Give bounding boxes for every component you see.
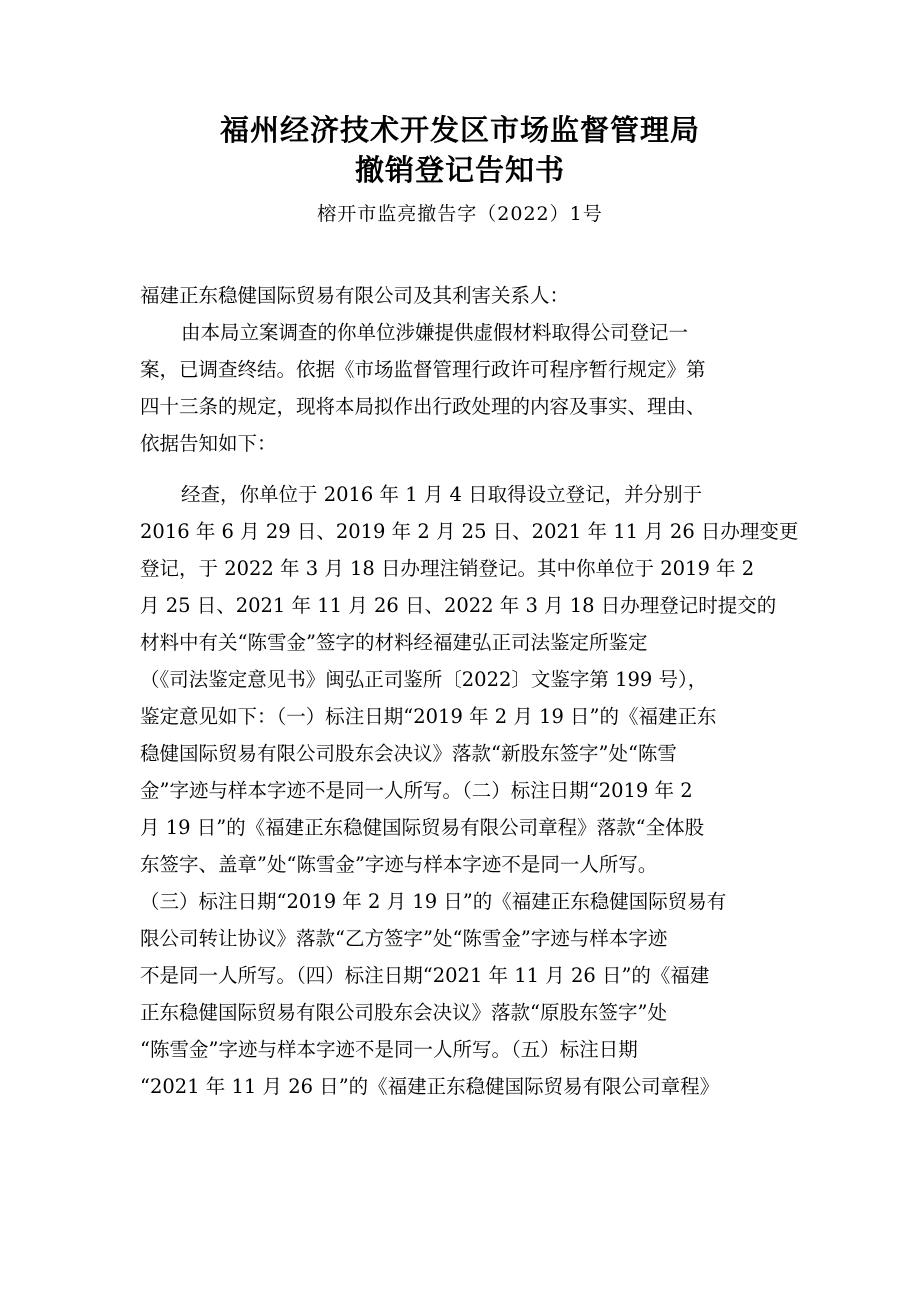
paragraph-2-line: “陈雪金”字迹与样本字迹不是同一人所写。（五）标注日期	[140, 1038, 638, 1061]
paragraph-2-line: （三）标注日期“2019 年 2 月 19 日”的《福建正东稳健国际贸易有	[140, 890, 727, 913]
paragraph-2-line: 正东稳健国际贸易有限公司股东会决议》落款“原股东签字”处	[140, 1001, 667, 1024]
paragraph-2-line: 月 19 日”的《福建正东稳健国际贸易有限公司章程》落款“全体股	[140, 816, 705, 839]
addressee-line: 福建正东稳健国际贸易有限公司及其利害关系人：	[140, 284, 570, 307]
document-title-line-2: 撤销登记告知书	[354, 153, 565, 187]
paragraph-2-line: 金”字迹与样本字迹不是同一人所写。（二）标注日期“2019 年 2	[140, 779, 693, 802]
paragraph-1-line: 由本局立案调查的你单位涉嫌提供虚假材料取得公司登记一	[181, 321, 689, 344]
paragraph-1-line: 案，已调查终结。依据《市场监督管理行政许可程序暂行规定》第	[140, 358, 706, 381]
paragraph-2-line: 限公司转让协议》落款“乙方签字”处“陈雪金”字迹与样本字迹	[140, 927, 668, 950]
paragraph-2-line: 鉴定意见如下：（一）标注日期“2019 年 2 月 19 日”的《福建正东	[140, 705, 717, 728]
paragraph-2-line: 不是同一人所写。（四）标注日期“2021 年 11 月 26 日”的《福建	[140, 964, 710, 987]
paragraph-1	[140, 314, 790, 462]
paragraph-1-line: 四十三条的规定，现将本局拟作出行政处理的内容及事实、理由、	[140, 395, 706, 418]
paragraph-2-line: “2021 年 11 月 26 日”的《福建正东稳健国际贸易有限公司章程》	[140, 1075, 720, 1098]
paragraph-2-line: 材料中有关“陈雪金”签字的材料经福建弘正司法鉴定所鉴定	[140, 631, 648, 654]
paragraph-1-line: 依据告知如下：	[140, 432, 277, 455]
paragraph-2-line: （《司法鉴定意见书》闽弘正司鉴所〔2022〕文鉴字第 199 号），	[140, 668, 708, 691]
paragraph-2-line: 经查，你单位于 2016 年 1 月 4 日取得设立登记，并分别于	[181, 483, 703, 506]
paragraph-2-line: 东签字、盖章”处“陈雪金”字迹与样本字迹不是同一人所写。	[140, 853, 658, 876]
paragraph-2-line: 月 25 日、2021 年 11 月 26 日、2022 年 3 月 18 日办理登记时提交的	[140, 594, 777, 617]
document-title-line-1: 福州经济技术开发区市场监督管理局	[219, 113, 700, 147]
paragraph-2-line: 稳健国际贸易有限公司股东会决议》落款“新股东签字”处“陈雪	[140, 742, 677, 765]
paragraph-2-line: 2016 年 6 月 29 日、2019 年 2 月 25 日、2021 年 11 月 26 日办理变更	[140, 520, 799, 543]
addressee	[140, 277, 790, 314]
paragraph-2	[140, 476, 799, 1105]
document-number: 榕开市监亮撤告字（2022）1号	[317, 203, 603, 225]
paragraph-2-line: 登记，于 2022 年 3 月 18 日办理注销登记。其中你单位于 2019 年 2	[140, 557, 755, 580]
